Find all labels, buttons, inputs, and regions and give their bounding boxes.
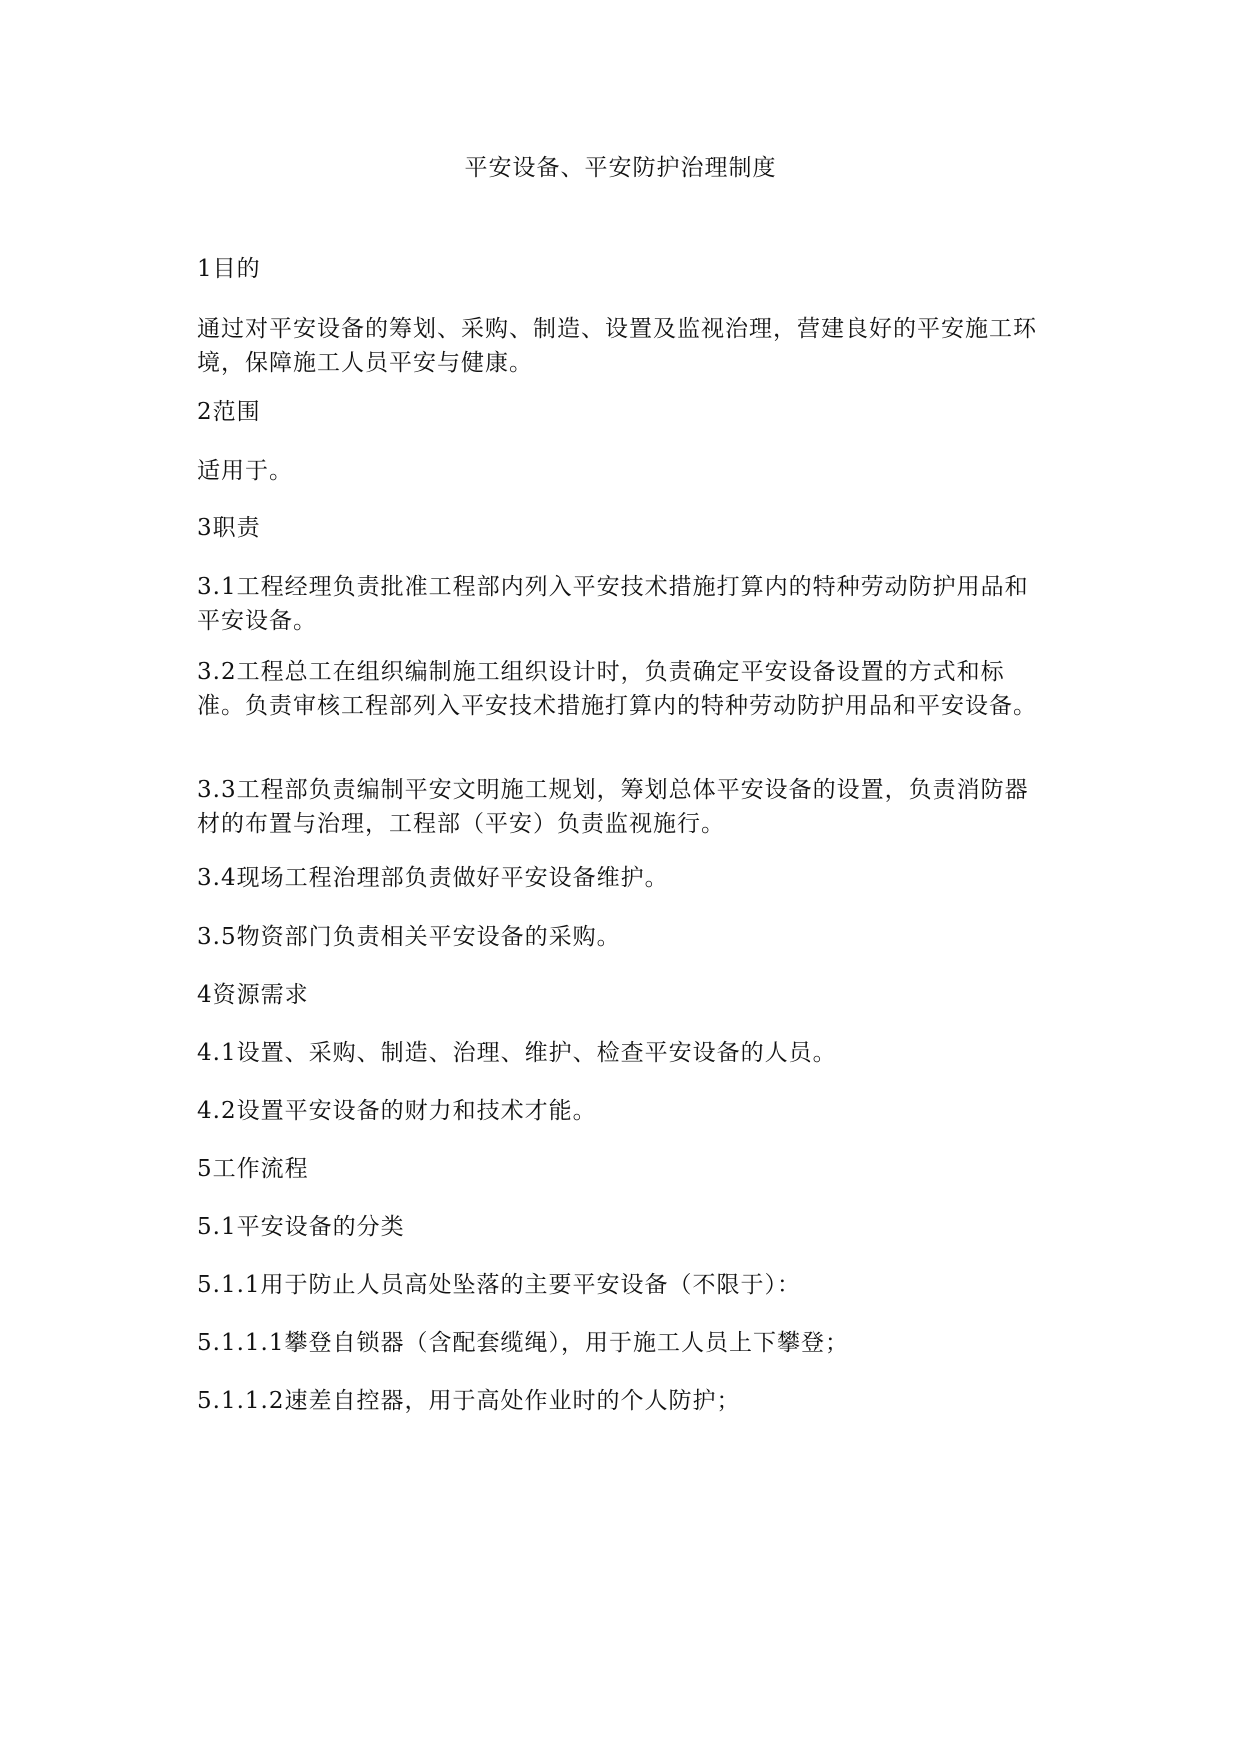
heading-workflow: 5工作流程 — [197, 1156, 309, 1182]
paragraph-scope: 适用于。 — [197, 458, 293, 484]
heading-responsibilities: 3职责 — [197, 515, 261, 541]
paragraph-3-2: 3.2工程总工在组织编制施工组织设计时，负责确定平安设备设置的方式和标准。负责审核工程部列入平安技术措施打算内的特种劳动防护用品和平安设备。 — [197, 659, 1037, 719]
document-title: 平安设备、平安防护治理制度 — [464, 155, 777, 181]
paragraph-3-5: 3.5物资部门负责相关平安设备的采购。 — [197, 924, 621, 950]
heading-purpose: 1目的 — [197, 256, 261, 282]
paragraph-4-2: 4.2设置平安设备的财力和技术才能。 — [197, 1098, 597, 1124]
heading-5-1: 5.1平安设备的分类 — [197, 1214, 405, 1240]
paragraph-4-1: 4.1设置、采购、制造、治理、维护、检查平安设备的人员。 — [197, 1040, 837, 1066]
paragraph-3-4: 3.4现场工程治理部负责做好平安设备维护。 — [197, 865, 669, 891]
paragraph-3-3: 3.3工程部负责编制平安文明施工规划，筹划总体平安设备的设置，负责消防器材的布置与治理，工程部（平安）负责监视施行。 — [197, 777, 1029, 837]
heading-scope: 2范围 — [197, 399, 261, 425]
paragraph-5-1-1-2: 5.1.1.2速差自控器，用于高处作业时的个人防护； — [197, 1388, 741, 1414]
paragraph-5-1-1: 5.1.1用于防止人员高处坠落的主要平安设备（不限于）： — [197, 1272, 802, 1298]
paragraph-5-1-1-1: 5.1.1.1攀登自锁器（含配套缆绳），用于施工人员上下攀登； — [197, 1330, 849, 1356]
paragraph-purpose: 通过对平安设备的筹划、采购、制造、设置及监视治理，营建良好的平安施工环境，保障施工人员平安与健康。 — [197, 316, 1037, 376]
heading-resources: 4资源需求 — [197, 982, 309, 1008]
paragraph-3-1: 3.1工程经理负责批准工程部内列入平安技术措施打算内的特种劳动防护用品和平安设备。 — [197, 574, 1029, 634]
